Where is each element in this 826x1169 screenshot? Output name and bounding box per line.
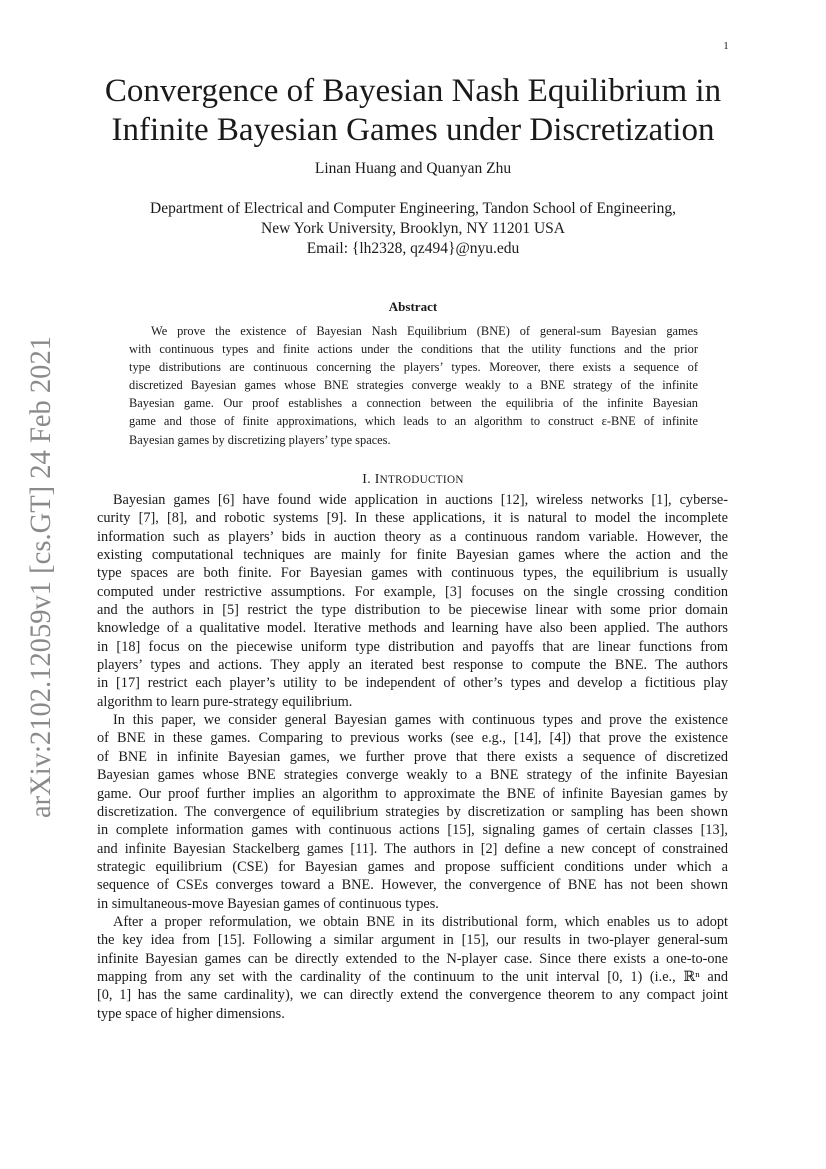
abstract-line: We prove the existence of Bayesian Nash Equilibrium (BNE) of general-sum Bayesian games (151, 324, 698, 338)
abstract-line: Bayesian games by discretizing players’ type spaces. (129, 432, 391, 447)
paragraph-line: In this paper, we consider general Bayesian games with continuous types and prove the existence (113, 712, 728, 729)
paragraph-line: players’ types and actions. They apply an iterated best response to compute the BNE. The authors (97, 657, 728, 674)
paragraph-line: type spaces are both finite. For Bayesian games with continuous types, the equilibrium is usually (97, 565, 728, 582)
paragraph-line: Bayesian games [6] have found wide application in auctions [12], wireless networks [1], cyberse- (113, 492, 728, 508)
paragraph-line: infinite Bayesian games can be directly extended to the N-player case. Since there exists a one-to-one (97, 950, 728, 967)
paragraph-line: type space of higher dimensions. (97, 1005, 285, 1022)
abstract-heading: Abstract (388, 299, 438, 314)
paragraph-line: in [17] restrict each player’s utility to be independent of other’s types and develop a fictitious play (97, 675, 728, 692)
author-list: Linan Huang and Quanyan Zhu (314, 160, 512, 177)
paragraph-line: [0, 1] has the same cardinality), we can directly extend the convergence theorem to any compact joint (97, 987, 728, 1004)
affiliation (80, 199, 746, 259)
arxiv-stamp-text: arXiv:2102.12059v1 [cs.GT] 24 Feb 2021 (25, 335, 57, 818)
affiliation-line: Department of Electrical and Computer Engineering, Tandon School of Engineering, (150, 200, 676, 217)
paragraph-line: After a proper reformulation, we obtain BNE in its distributional form, which enables us to adopt (113, 913, 728, 930)
section-heading-introduction (80, 471, 746, 487)
section-title-rest: NTRODUCTION (379, 474, 464, 486)
paper-title (80, 72, 746, 150)
paragraph-line: of BNE in these games. Comparing to previous works (see e.g., [14], [4]) that prove the existence (97, 730, 728, 747)
paragraph-line: existing computational techniques are mainly for finite Bayesian games where the action and the (97, 547, 728, 564)
paragraph-line: algorithm to learn pure-strategy equilibrium. (97, 693, 353, 710)
email-line: Email: {lh2328, qz494}@nyu.edu (306, 240, 520, 257)
abstract-body (129, 322, 698, 449)
paragraph-line: strategic equilibrium (CSE) for Bayesian games and propose sufficient conditions under which a (97, 858, 728, 875)
section-first-letter: I (374, 471, 380, 486)
affiliation-line: New York University, Brooklyn, NY 11201 USA (261, 220, 565, 237)
paragraph-line: curity [7], [8], and robotic systems [9]. In these applications, it is natural to model the incomplete (97, 510, 728, 527)
arxiv-stamp (14, 335, 64, 820)
paragraph-line: sequence of CSEs converges toward a BNE. However, the convergence of BNE has not been shown (97, 877, 728, 894)
paragraph-line: mapping from any set with the cardinality of the continuum to the unit interval [0, 1) (i.e., ℝⁿ and (97, 968, 728, 985)
abstract-line: Bayesian game. Our proof establishes a connection between the equilibria of the infinite Bayesian (129, 396, 698, 411)
paragraph-line: information such as players’ bids in auction theory as a continuous random variable. However, the (97, 528, 728, 545)
section-numeral: I. (362, 471, 375, 486)
paragraph-line: game. Our proof further implies an algorithm to approximate the BNE of infinite Bayesian games by (97, 785, 728, 802)
paragraph-line: computed under restrictive assumptions. For example, [3] focuses on the single crossing condition (97, 583, 728, 600)
paragraph-line: Bayesian games whose BNE strategies converge weakly to a BNE strategy of the infinite Bayesian (97, 767, 728, 784)
paragraph-line: the key idea from [15]. Following a similar argument in [15], our results in two-player general-sum (97, 932, 728, 949)
paragraph-line: in complete information games with continuous actions [15], signaling games of certain classes [13], (97, 822, 728, 839)
paragraph-line: discretization. The convergence of equilibrium strategies by discretization or sampling has been shown (97, 803, 728, 820)
title-line: Convergence of Bayesian Nash Equilibrium in (104, 73, 722, 109)
title-line: Infinite Bayesian Games under Discretization (111, 112, 715, 148)
paragraph-line: and infinite Bayesian Stackelberg games [11]. The authors in [2] define a new concept of constrained (97, 840, 728, 857)
page-number: 1 (723, 40, 729, 52)
abstract-line: type distributions are continuous concerning the players’ types. Moreover, there exists a sequence of (129, 360, 698, 375)
paragraph-line: and the authors in [5] restrict the type distribution to be piecewise linear with some prior domain (97, 602, 728, 619)
abstract-line: with continuous types and finite actions under the conditions that the utility functions and the prior (129, 342, 698, 357)
introduction-body (97, 491, 728, 1023)
paragraph-line: knowledge of a qualitative model. Iterative methods and learning have also been applied. The authors (97, 620, 728, 637)
abstract-line: game and those of finite approximations, which leads to an algorithm to construct ε-BNE of infinite (129, 414, 698, 429)
paragraph-line: of BNE in infinite Bayesian games, we further prove that there exists a sequence of discretized (97, 748, 728, 765)
paragraph-line: in simultaneous-move Bayesian games of continuous types. (97, 895, 439, 912)
abstract-line: discretized Bayesian games whose BNE strategies converge weakly to a BNE strategy of the infinite (129, 378, 698, 393)
paragraph-line: in [18] focus on the piecewise uniform type distribution and payoffs that are linear functions from (97, 638, 728, 655)
